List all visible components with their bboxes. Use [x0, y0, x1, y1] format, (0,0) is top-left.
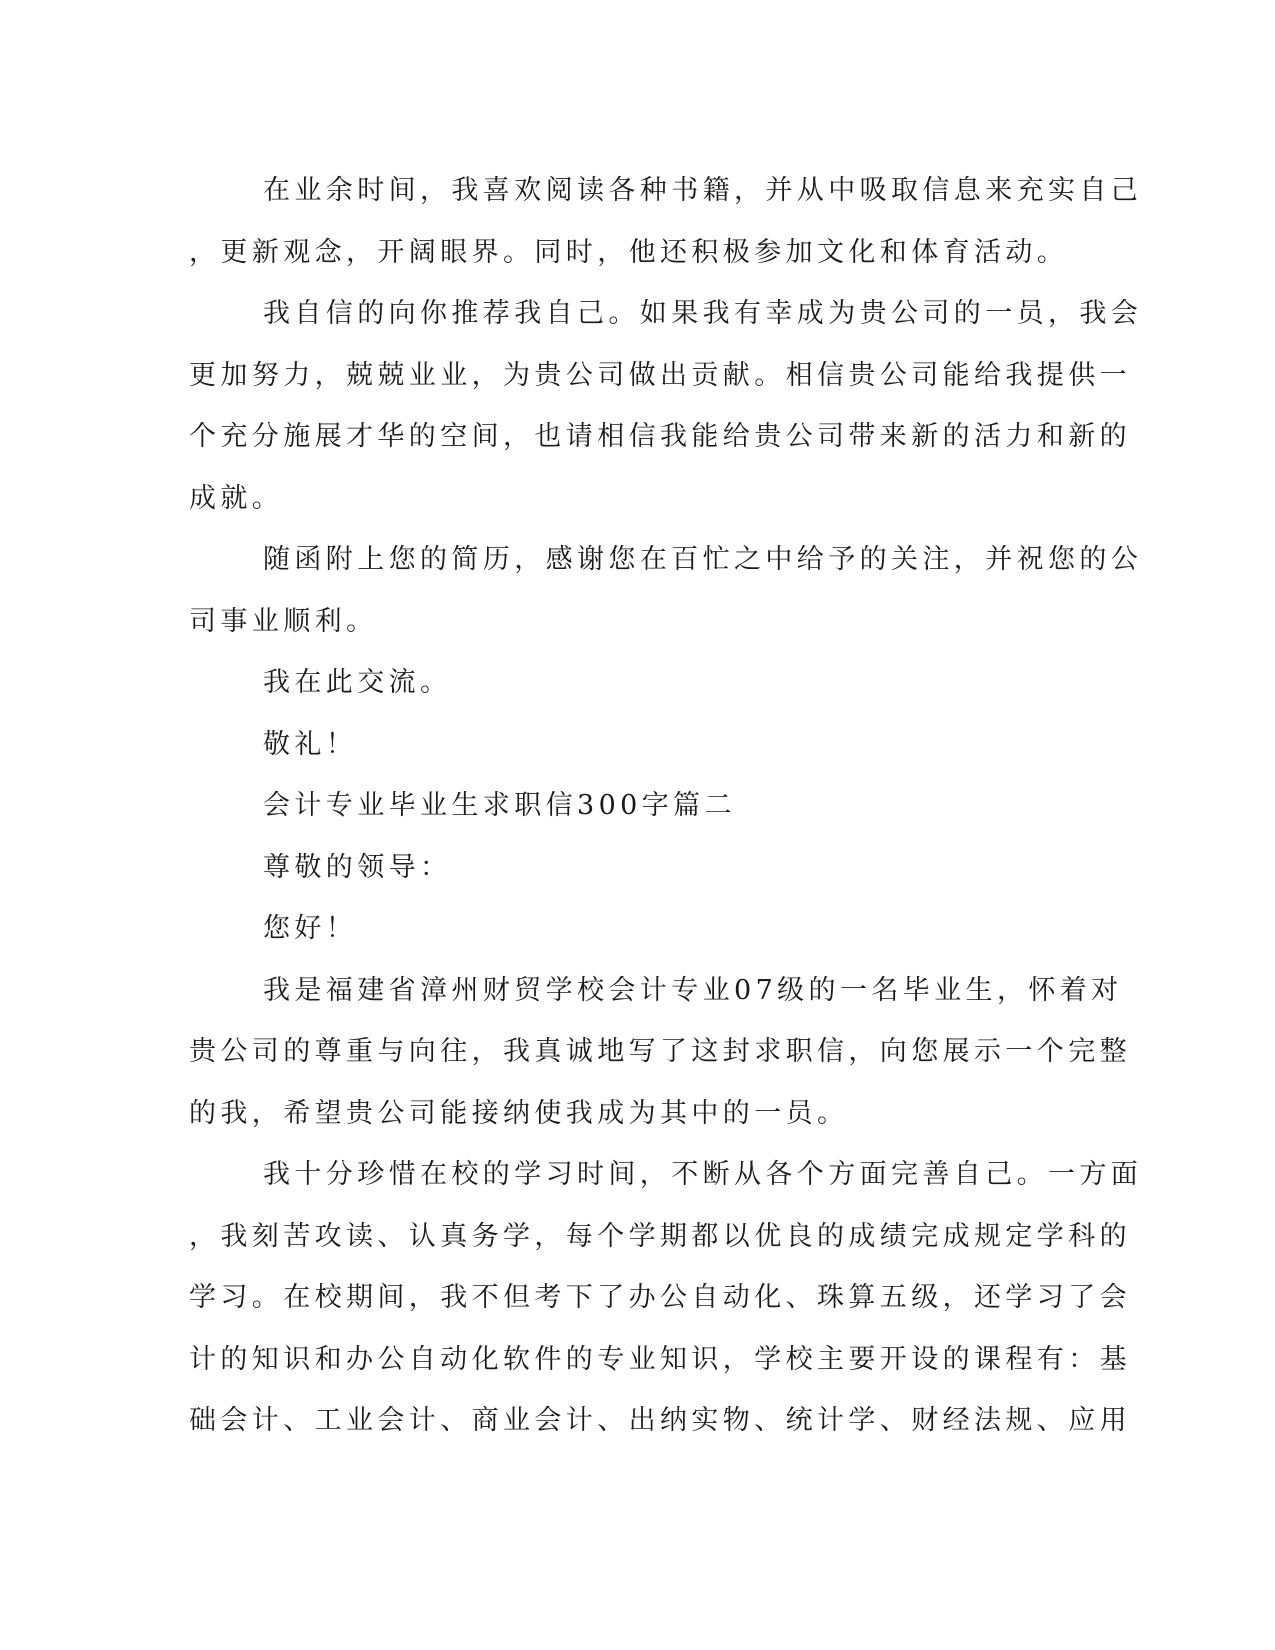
text-line: 司事业顺利。 [189, 605, 378, 637]
text-line: 您好！ [263, 913, 358, 944]
letter-body [189, 160, 1143, 1452]
text-line: 计的知识和办公自动化软件的专业知识，学校主要开设的课程有：基 [189, 1343, 1131, 1375]
text-line: ，我刻苦攻读、认真务学，每个学期都以优良的成绩完成规定学科的 [189, 1220, 1131, 1252]
text-line: 尊敬的领导： [263, 851, 452, 883]
text-line: 个充分施展才华的空间，也请相信我能给贵公司带来新的活力和新的 [189, 421, 1131, 452]
text-line: 敬礼！ [263, 728, 358, 760]
text-line: 随函附上您的简历，感谢您在百忙之中给予的关注，并祝您的公 [263, 544, 1143, 575]
text-line: 的我，希望贵公司能接纳使我成为其中的一员。 [189, 1097, 849, 1129]
text-line: ，更新观念，开阔眼界。同时，他还积极参加文化和体育活动。 [189, 236, 1069, 268]
text-line: 我在此交流。 [263, 667, 452, 698]
text-line: 学习。在校期间，我不但考下了办公自动化、珠算五级，还学习了会 [189, 1282, 1131, 1313]
text-line: 我自信的向你推荐我自己。如果我有幸成为贵公司的一员，我会 [263, 298, 1143, 329]
text-line: 我十分珍惜在校的学习时间，不断从各个方面完善自己。一方面 [263, 1159, 1143, 1190]
text-line: 础会计、工业会计、商业会计、出纳实物、统计学、财经法规、应用 [189, 1405, 1131, 1436]
text-line: 贵公司的尊重与向往，我真诚地写了这封求职信，向您展示一个完整 [189, 1036, 1131, 1067]
text-line: 更加努力，兢兢业业，为贵公司做出贡献。相信贵公司能给我提供一 [189, 359, 1131, 391]
text-line: 我是福建省漳州财贸学校会计专业07级的一名毕业生，怀着对 [263, 974, 1123, 1006]
text-line: 在业余时间，我喜欢阅读各种书籍，并从中吸取信息来充实自己 [263, 175, 1143, 206]
text-line: 成就。 [189, 482, 284, 514]
text-line: 会计专业毕业生求职信300字篇二 [263, 790, 736, 821]
